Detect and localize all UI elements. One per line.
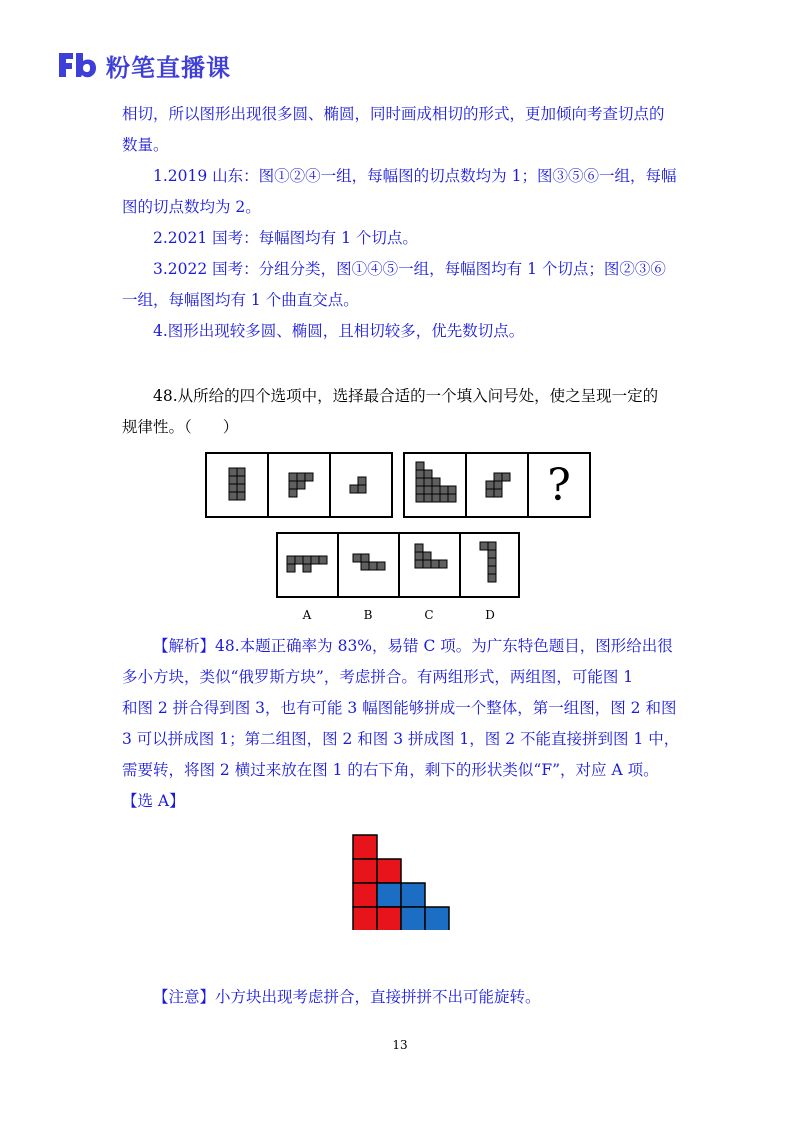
block-cell <box>488 566 496 574</box>
block-cell <box>432 494 440 502</box>
block-cell <box>311 556 319 564</box>
block-cell <box>319 556 327 564</box>
block-cell <box>287 564 295 572</box>
question-line: 规律性。（ ） <box>122 418 239 436</box>
block-cell <box>431 560 439 568</box>
block-cell <box>237 492 245 500</box>
block-cell <box>416 494 424 502</box>
block-cell <box>448 494 456 502</box>
block-cell <box>358 477 366 485</box>
options-figure-row <box>276 532 520 624</box>
block-cell <box>237 468 245 476</box>
analysis-line: 和图 2 拼合得到图 3，也有可能 3 幅图能够拼成一个整体，第一组图，图 2 和图 <box>122 699 677 717</box>
block-cell <box>350 485 358 493</box>
option-b-label: B <box>363 608 373 622</box>
block-cell <box>415 552 423 560</box>
block-cell <box>229 476 237 484</box>
intro-paragraph <box>122 99 682 161</box>
fb-logo-icon <box>56 50 100 80</box>
answer-line: 【选 A】 <box>122 792 185 810</box>
block-cell <box>305 473 313 481</box>
point-line: 2.2021 国考：每幅图均有 1 个切点。 <box>153 229 418 247</box>
block-cell <box>488 574 496 582</box>
block-cell <box>415 544 423 552</box>
solution-cell <box>401 907 425 930</box>
intro-line: 数量。 <box>122 136 169 154</box>
block-cell <box>494 481 502 489</box>
block-cell <box>494 473 502 481</box>
block-cell <box>237 476 245 484</box>
question-mark: ? <box>547 460 571 511</box>
block-cell <box>423 560 431 568</box>
block-cell <box>416 470 424 478</box>
solution-cell <box>353 859 377 883</box>
block-cell <box>440 486 448 494</box>
analysis-line: 需要转，将图 2 横过来放在图 1 的右下角，剩下的形状类似“F”，对应 A 项。 <box>122 761 659 779</box>
solution-cell <box>353 907 377 930</box>
block-cell <box>297 473 305 481</box>
points-list <box>122 161 682 347</box>
block-cell <box>229 468 237 476</box>
note-line: 【注意】小方块出现考虑拼合，直接拼拼不出可能旋转。 <box>153 988 541 1006</box>
block-cell <box>424 486 432 494</box>
block-cell <box>424 470 432 478</box>
brand-logo <box>56 48 231 82</box>
block-cell <box>502 473 510 481</box>
block-cell <box>358 485 366 493</box>
question-figure-row <box>205 452 591 518</box>
block-cell <box>287 556 295 564</box>
question-text <box>122 381 682 443</box>
block-cell <box>237 484 245 492</box>
analysis-paragraph <box>122 631 682 817</box>
note-paragraph <box>122 982 682 1013</box>
brand-name: 粉笔直播课 <box>106 53 231 82</box>
block-cell <box>353 554 361 562</box>
block-cell <box>303 556 311 564</box>
block-cell <box>297 481 305 489</box>
block-cell <box>416 462 424 470</box>
block-cell <box>289 489 297 497</box>
block-cell <box>424 494 432 502</box>
analysis-line: 【解析】48.本题正确率为 83%，易错 C 项。为广东特色题目，图形给出很 <box>153 637 673 655</box>
block-cell <box>488 558 496 566</box>
block-cell <box>432 486 440 494</box>
solution-cell <box>377 907 401 930</box>
block-cell <box>488 550 496 558</box>
point-line: 3.2022 国考：分组分类，图①④⑤一组，每幅图均有 1 个切点；图②③⑥ <box>153 260 666 278</box>
block-cell <box>415 560 423 568</box>
block-cell <box>486 481 494 489</box>
block-cell <box>439 560 447 568</box>
solution-cell <box>353 883 377 907</box>
block-cell <box>289 473 297 481</box>
block-cell <box>289 481 297 489</box>
solution-cell <box>377 883 401 907</box>
point-line: 4.图形出现较多圆、椭圆，且相切较多，优先数切点。 <box>153 322 525 340</box>
block-cell <box>486 489 494 497</box>
intro-line: 相切，所以图形出现很多圆、椭圆，同时画成相切的形式，更加倾向考查切点的 <box>122 105 665 123</box>
block-cell <box>423 552 431 560</box>
block-cell <box>448 486 456 494</box>
option-c-label: C <box>424 608 434 622</box>
block-cell <box>416 478 424 486</box>
option-a-label: A <box>302 608 312 622</box>
block-cell <box>488 542 496 550</box>
block-cell <box>361 562 369 570</box>
block-cell <box>303 564 311 572</box>
analysis-line: 多小方块，类似“俄罗斯方块”，考虑拼合。有两组形式，两组图，可能图 1 <box>122 668 634 686</box>
block-cell <box>494 489 502 497</box>
page-number: 13 <box>392 1038 408 1052</box>
block-cell <box>432 478 440 486</box>
question-line: 48.从所给的四个选项中，选择最合适的一个填入问号处，使之呈现一定的 <box>153 387 659 405</box>
block-cell <box>424 478 432 486</box>
block-cell <box>377 562 385 570</box>
solution-cell <box>425 907 449 930</box>
solution-figure <box>352 834 452 930</box>
block-cell <box>440 494 448 502</box>
block-cell <box>295 556 303 564</box>
solution-cell <box>377 859 401 883</box>
block-cell <box>416 486 424 494</box>
point-line: 图的切点数均为 2。 <box>122 198 261 216</box>
block-cell <box>480 542 488 550</box>
point-line: 1.2019 山东：图①②④一组，每幅图的切点数均为 1；图③⑤⑥一组，每幅 <box>153 167 677 185</box>
block-cell <box>369 562 377 570</box>
solution-cell <box>353 835 377 859</box>
block-cell <box>229 492 237 500</box>
solution-cell <box>401 883 425 907</box>
block-cell <box>229 484 237 492</box>
block-cell <box>361 554 369 562</box>
option-d-label: D <box>485 608 495 622</box>
point-line: 一组，每幅图均有 1 个曲直交点。 <box>122 291 359 309</box>
analysis-line: 3 可以拼成图 1；第二组图，图 2 和图 3 拼成图 1，图 2 不能直接拼到图 1 中， <box>122 730 680 748</box>
